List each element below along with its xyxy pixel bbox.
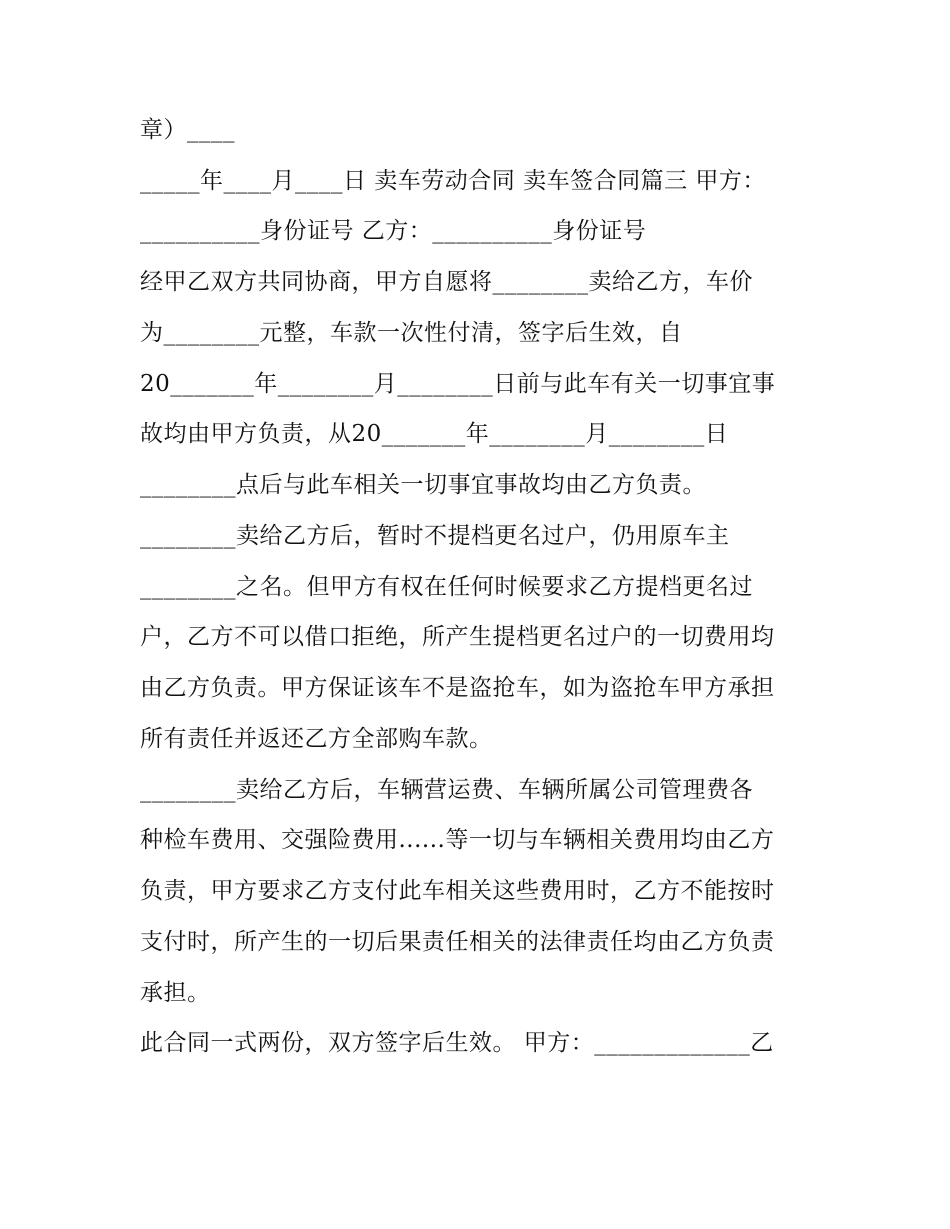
text-line: 所有责任并返还乙方全部购车款。: [140, 726, 493, 752]
text-line: __________身份证号 乙方：__________身份证号: [140, 218, 647, 244]
text-line: ________卖给乙方后，暂时不提档更名过户，仍用原车主: [140, 523, 730, 549]
text-line: 由乙方负责。甲方保证该车不是盗抢车，如为盗抢车甲方承担: [140, 675, 775, 701]
text-line: 故均由甲方负责，从20_______年________月________日: [140, 421, 729, 447]
text-line: 经甲乙双方共同协商，甲方自愿将________卖给乙方，车价: [140, 269, 753, 295]
text-line: ________点后与此车相关一切事宜事故均由乙方负责。: [140, 472, 706, 498]
text-line: 种检车费用、交强险费用......等一切与车辆相关费用均由乙方: [140, 827, 775, 853]
text-line: ________之名。但甲方有权在任何时候要求乙方提档更名过: [140, 574, 753, 600]
text-line: 承担。: [140, 980, 211, 1006]
text-line: 此合同一式两份，双方签字后生效。 甲方：_____________乙: [140, 1030, 774, 1056]
text-line: ________卖给乙方后，车辆营运费、车辆所属公司管理费各: [140, 777, 753, 803]
text-line: 户，乙方不可以借口拒绝，所产生提档更名过户的一切费用均: [140, 624, 775, 650]
text-line: _____年____月____日 卖车劳动合同 卖车签合同篇三 甲方：: [140, 168, 766, 194]
text-line: 负责，甲方要求乙方支付此车相关这些费用时，乙方不能按时: [140, 878, 775, 904]
text-line: 支付时，所产生的一切后果责任相关的法律责任均由乙方负责: [140, 929, 775, 955]
text-line: 为________元整，车款一次性付清，签字后生效，自: [140, 320, 683, 346]
text-line: 20_______年________月________日前与此车有关一切事宜事: [140, 371, 776, 397]
text-line: 章）____: [140, 117, 235, 143]
